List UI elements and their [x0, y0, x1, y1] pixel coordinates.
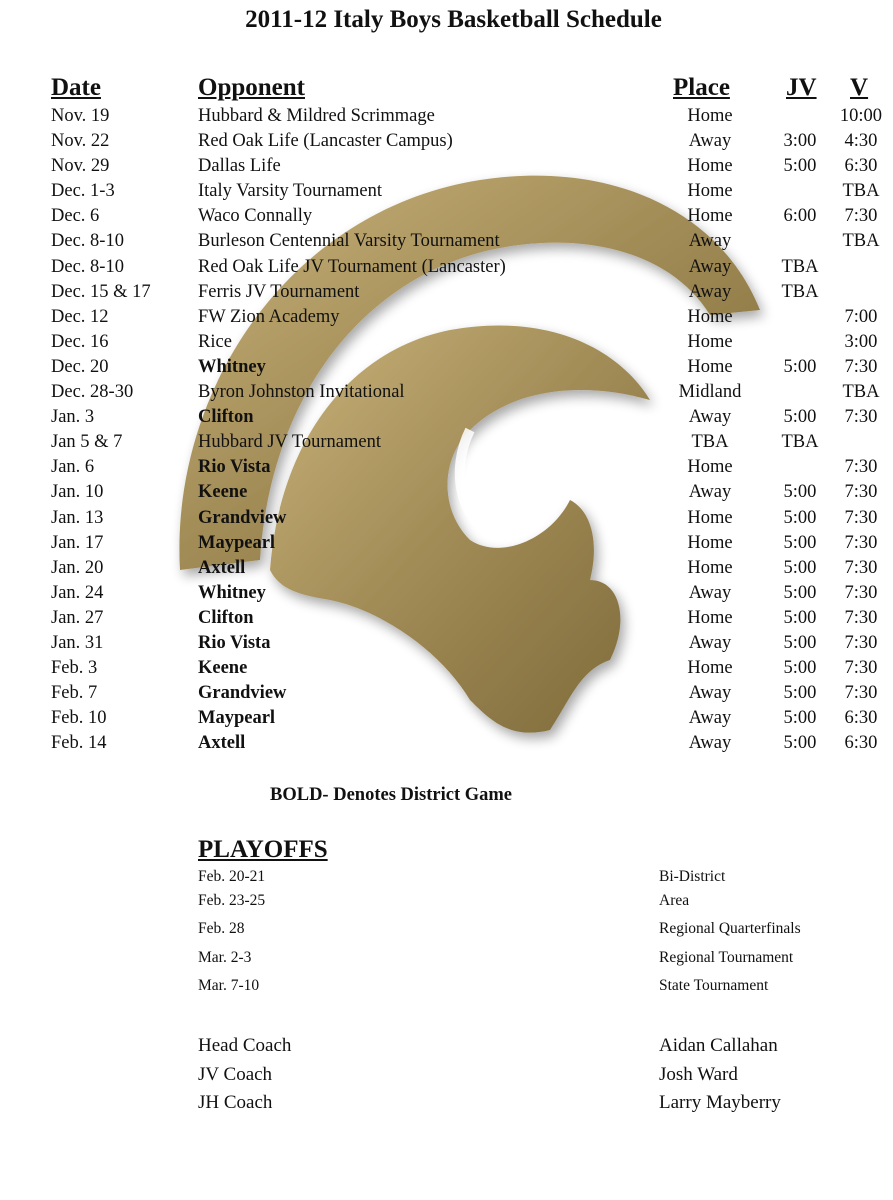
- schedule-row: [0, 104, 893, 129]
- schedule-row: [0, 706, 893, 731]
- game-v-time: 3:00: [844, 331, 878, 352]
- game-place: Home: [687, 181, 733, 202]
- schedule-row: [0, 506, 893, 531]
- game-v-time: 7:30: [844, 457, 878, 478]
- staff-role: JH Coach: [198, 1092, 273, 1113]
- schedule-row: [0, 581, 893, 606]
- schedule-row: [0, 556, 893, 581]
- game-place: Home: [687, 156, 733, 177]
- game-opponent: Axtell: [198, 733, 246, 754]
- game-place: Away: [688, 632, 732, 653]
- header-place: Place: [673, 74, 730, 101]
- schedule-row: [0, 255, 893, 280]
- game-place: Home: [687, 607, 733, 628]
- game-jv-time: 5:00: [783, 607, 817, 628]
- game-opponent: Keene: [198, 658, 248, 679]
- game-date: Dec. 12: [51, 306, 109, 327]
- game-jv-time: 5:00: [783, 356, 817, 377]
- schedule-row: [0, 154, 893, 179]
- game-v-time: 7:30: [844, 407, 878, 428]
- game-place: Home: [687, 106, 733, 126]
- game-v-time: 7:00: [844, 306, 878, 327]
- game-date: Jan. 10: [51, 482, 104, 503]
- game-v-time: 6:30: [844, 708, 878, 729]
- game-v-time: 7:30: [844, 356, 878, 377]
- game-jv-time: 5:00: [783, 507, 817, 528]
- game-jv-time: 5:00: [783, 482, 817, 503]
- game-date: Jan. 20: [51, 557, 104, 578]
- game-v-time: TBA: [842, 382, 880, 403]
- game-jv-time: TBA: [781, 281, 819, 302]
- game-v-time: 10:00: [839, 106, 883, 126]
- game-date: Jan. 24: [51, 582, 104, 603]
- schedule-row: [0, 129, 893, 154]
- staff-role: JV Coach: [198, 1064, 273, 1085]
- game-jv-time: 6:00: [783, 206, 817, 227]
- schedule-row: [0, 179, 893, 204]
- game-opponent: Grandview: [198, 507, 287, 528]
- game-opponent: Keene: [198, 482, 248, 503]
- game-date: Jan. 17: [51, 532, 104, 553]
- schedule-row: [0, 631, 893, 656]
- playoff-date: Feb. 20-21: [198, 868, 266, 885]
- game-date: Dec. 15 & 17: [51, 281, 151, 302]
- game-opponent: Red Oak Life JV Tournament (Lancaster): [198, 256, 506, 277]
- game-jv-time: TBA: [781, 432, 819, 453]
- game-date: Dec. 8-10: [51, 231, 124, 252]
- playoff-date: Feb. 23-25: [198, 892, 266, 909]
- game-date: Jan 5 & 7: [51, 432, 123, 453]
- game-place: Home: [687, 331, 733, 352]
- game-opponent: Ferris JV Tournament: [198, 281, 360, 302]
- game-jv-time: 3:00: [783, 131, 817, 152]
- schedule-table: [0, 104, 893, 756]
- game-date: Jan. 27: [51, 607, 104, 628]
- game-opponent: Rio Vista: [198, 457, 271, 478]
- staff-name: Aidan Callahan: [659, 1035, 778, 1056]
- schedule-row: [0, 430, 893, 455]
- game-date: Nov. 19: [51, 106, 110, 126]
- schedule-row: [0, 480, 893, 505]
- playoff-round: State Tournament: [659, 977, 769, 994]
- game-opponent: Hubbard & Mildred Scrimmage: [198, 106, 435, 126]
- game-date: Dec. 8-10: [51, 256, 124, 277]
- game-v-time: 7:30: [844, 507, 878, 528]
- game-opponent: Clifton: [198, 407, 254, 428]
- game-opponent: Hubbard JV Tournament: [198, 432, 381, 453]
- game-v-time: 6:30: [844, 733, 878, 754]
- game-jv-time: 5:00: [783, 708, 817, 729]
- game-jv-time: 5:00: [783, 658, 817, 679]
- game-opponent: Maypearl: [198, 532, 276, 553]
- game-place: Away: [688, 281, 732, 302]
- game-date: Dec. 6: [51, 206, 100, 227]
- staff-name: Josh Ward: [659, 1064, 738, 1085]
- header-jv: JV: [786, 74, 817, 101]
- game-place: Away: [688, 407, 732, 428]
- schedule-row: [0, 606, 893, 631]
- header-opponent: Opponent: [198, 74, 305, 101]
- game-v-time: 7:30: [844, 683, 878, 704]
- game-place: Home: [687, 206, 733, 227]
- playoffs-title: PLAYOFFS: [198, 836, 328, 863]
- game-v-time: 7:30: [844, 658, 878, 679]
- game-opponent: Italy Varsity Tournament: [198, 181, 383, 202]
- game-jv-time: 5:00: [783, 582, 817, 603]
- playoff-date: Feb. 28: [198, 920, 245, 937]
- game-opponent: Rio Vista: [198, 632, 271, 653]
- game-jv-time: 5:00: [783, 557, 817, 578]
- game-jv-time: TBA: [781, 256, 819, 277]
- schedule-row: [0, 229, 893, 254]
- game-v-time: 6:30: [844, 156, 878, 177]
- schedule-row: [0, 681, 893, 706]
- game-opponent: Rice: [198, 331, 232, 352]
- game-v-time: TBA: [842, 181, 880, 202]
- game-v-time: TBA: [842, 231, 880, 252]
- game-place: Home: [687, 658, 733, 679]
- game-date: Feb. 14: [51, 733, 107, 754]
- game-date: Feb. 10: [51, 708, 107, 729]
- game-place: Home: [687, 507, 733, 528]
- game-jv-time: 5:00: [783, 733, 817, 754]
- game-date: Feb. 3: [51, 658, 98, 679]
- schedule-row: [0, 355, 893, 380]
- playoff-date: Mar. 2-3: [198, 949, 252, 966]
- game-opponent: Byron Johnston Invitational: [198, 382, 405, 403]
- game-opponent: Maypearl: [198, 708, 276, 729]
- game-date: Jan. 6: [51, 457, 95, 478]
- game-opponent: FW Zion Academy: [198, 306, 340, 327]
- game-opponent: Axtell: [198, 557, 246, 578]
- schedule-row: [0, 455, 893, 480]
- playoff-round: Bi-District: [659, 868, 726, 885]
- game-place: Home: [687, 356, 733, 377]
- playoff-round: Regional Tournament: [659, 949, 794, 966]
- game-place: Away: [688, 683, 732, 704]
- game-jv-time: 5:00: [783, 407, 817, 428]
- game-place: Home: [687, 457, 733, 478]
- game-place: Away: [688, 482, 732, 503]
- game-date: Dec. 1-3: [51, 181, 115, 202]
- game-date: Feb. 7: [51, 683, 98, 704]
- schedule-row: [0, 280, 893, 305]
- game-date: Nov. 29: [51, 156, 110, 177]
- schedule-row: [0, 330, 893, 355]
- game-jv-time: 5:00: [783, 532, 817, 553]
- game-v-time: 7:30: [844, 632, 878, 653]
- game-opponent: Burleson Centennial Varsity Tournament: [198, 231, 500, 252]
- game-opponent: Clifton: [198, 607, 254, 628]
- game-v-time: 7:30: [844, 607, 878, 628]
- staff-name: Larry Mayberry: [659, 1092, 781, 1113]
- game-v-time: 7:30: [844, 532, 878, 553]
- game-date: Jan. 31: [51, 632, 104, 653]
- game-place: Away: [688, 733, 732, 754]
- game-place: Away: [688, 708, 732, 729]
- game-date: Dec. 20: [51, 356, 109, 377]
- schedule-row: [0, 405, 893, 430]
- game-opponent: Whitney: [198, 582, 266, 603]
- game-v-time: 7:30: [844, 582, 878, 603]
- game-jv-time: 5:00: [783, 683, 817, 704]
- game-v-time: 7:30: [844, 482, 878, 503]
- game-place: Away: [688, 231, 732, 252]
- header-v: V: [850, 74, 869, 101]
- game-v-time: 7:30: [844, 557, 878, 578]
- header-date: Date: [51, 74, 101, 101]
- schedule-row: [0, 731, 893, 756]
- staff-role: Head Coach: [198, 1035, 292, 1056]
- game-jv-time: 5:00: [783, 156, 817, 177]
- game-place: Home: [687, 557, 733, 578]
- game-date: Jan. 13: [51, 507, 104, 528]
- game-date: Dec. 28-30: [51, 382, 134, 403]
- game-place: Home: [687, 532, 733, 553]
- game-jv-time: 5:00: [783, 632, 817, 653]
- playoff-round: Area: [659, 892, 690, 909]
- playoff-round: Regional Quarterfinals: [659, 920, 801, 937]
- schedule-row: [0, 656, 893, 681]
- game-place: Home: [687, 306, 733, 327]
- game-opponent: Waco Connally: [198, 206, 313, 227]
- game-opponent: Grandview: [198, 683, 287, 704]
- game-place: Away: [688, 582, 732, 603]
- game-date: Dec. 16: [51, 331, 109, 352]
- game-opponent: Dallas Life: [198, 156, 281, 177]
- game-date: Nov. 22: [51, 131, 110, 152]
- playoff-date: Mar. 7-10: [198, 977, 260, 994]
- schedule-row: [0, 380, 893, 405]
- schedule-row: [0, 204, 893, 229]
- page-title: 2011-12 Italy Boys Basketball Schedule: [245, 6, 662, 33]
- district-legend: BOLD- Denotes District Game: [270, 785, 512, 805]
- game-v-time: 4:30: [844, 131, 878, 152]
- schedule-row: [0, 531, 893, 556]
- game-opponent: Whitney: [198, 356, 266, 377]
- game-place: Midland: [678, 382, 742, 403]
- game-opponent: Red Oak Life (Lancaster Campus): [198, 131, 453, 152]
- game-place: Away: [688, 131, 732, 152]
- game-place: TBA: [691, 432, 729, 453]
- game-date: Jan. 3: [51, 407, 95, 428]
- game-v-time: 7:30: [844, 206, 878, 227]
- game-place: Away: [688, 256, 732, 277]
- schedule-row: [0, 305, 893, 330]
